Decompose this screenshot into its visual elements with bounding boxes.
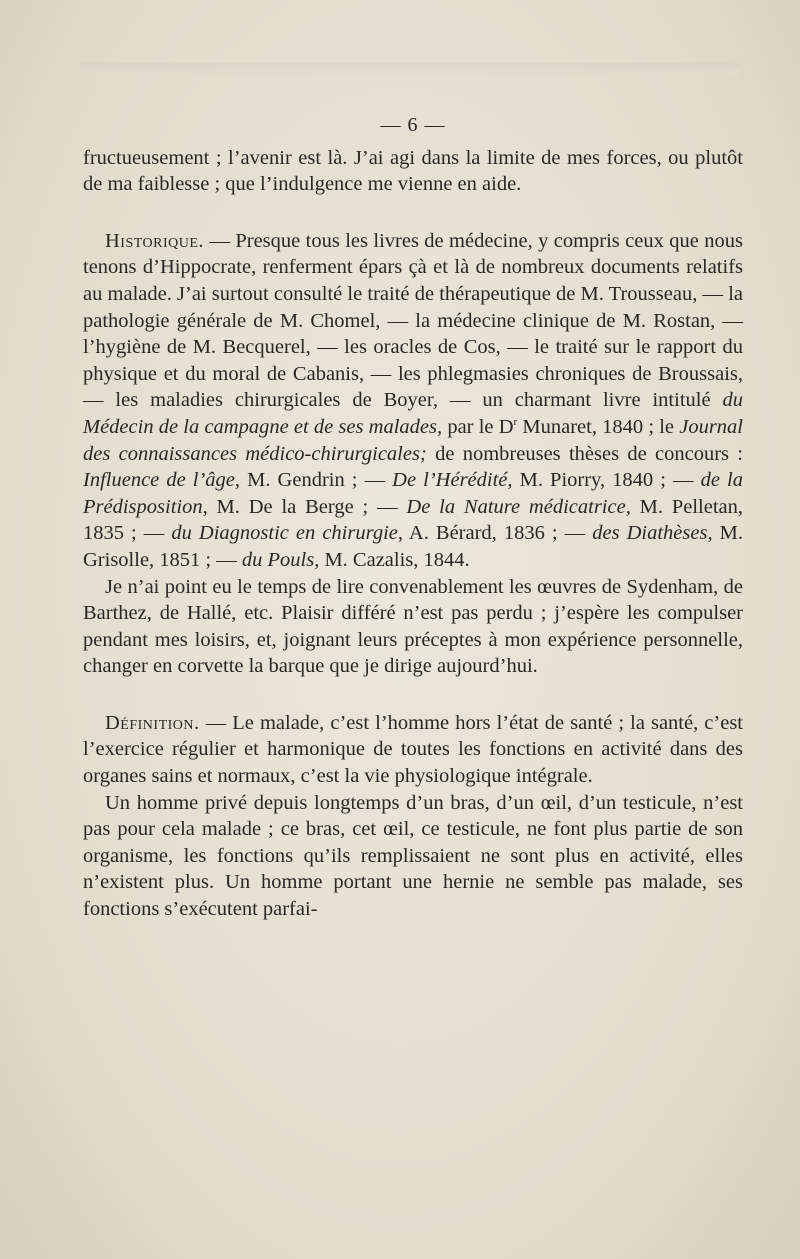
section-heading-definition: Définition. [105,711,200,734]
thesis-title: des Diathèses, [592,522,713,545]
paragraph-historique: Historique. — Presque tous les livres de médecine, y compris ceux que nous tenons d’Hippocrate, renferment épars çà et là de nombreux documents relatifs au malade. J’ai surtout consulté le traité de thérapeutique de M. Trousseau, — la pathologie générale de M. Chomel, — la médecine clinique de M. Rostan, — l’hygiène de M. Becquerel, — les oracles de Cos, — le traité sur le rapport du physique et du moral de Cabanis, — les phlegmasies chroniques de Broussais, — les maladies chirurgicales de Boyer, — un charmant livre intitulé du Médecin de la campagne et de ses malades, par le $D^r$ Munaret, 1840 ; le Journal des connaissances médico-chirurgicales; de nombreuses thèses de concours : Influence de l’âge, M. Gendrin ; — De l’Hérédité, M. Piorry, 1840 ; — de la Prédisposition, M. De la Berge ; — De la Nature médicatrice, M. Pelletan, 1835 ; — du Diagnostic en chirurgie, A. Bérard, 1836 ; — des Diathèses, M. Grisolle, 1851 ; — du Pouls, M. Cazalis, 1844. [83,229,744,571]
paragraph-homme-prive: Un homme privé depuis longtemps d’un bras, d’un œil, d’un testicule, n’est pas pour cela malade ; ce bras, cet œil, ce testicule, ne font plus partie de son organisme, les fonctions qu’ils remplissaient ne sont plus en activité, elles n’existent plus. Un homme portant une hernie ne semble pas malade, ses fonctions s’exécutent parfai- [83,791,743,921]
page-text [83,112,743,923]
paper-shadow-strip [80,62,740,76]
page-number: — 6 — [380,114,446,136]
thesis-title: de la Prédisposition [83,469,744,518]
paragraph-continuation: fructueusement ; l’avenir est là. J’ai agi dans la limite de mes forces, ou plutôt de ma faiblesse ; que l’indulgence me vienne en aide. [83,146,743,196]
thesis-title: du Diagnostic en chirurgie, [171,522,403,545]
paragraph-sydenham: Je n’ai point eu le temps de lire convenablement les œuvres de Sydenham, de Barthez, de Hallé, etc. Plaisir différé n’est pas perdu ; j’espère les compulser pendant mes loisirs, et, joignant leurs préceptes à mon expérience personnelle, changer en corvette la barque que je dirige aujourd’hui. [83,575,743,678]
spacer [83,680,743,710]
book-title: du Médecin de la campagne et de ses malades, [83,389,743,438]
thesis-title: du Pouls, [241,548,320,571]
thesis-title: De l’Hérédité, [392,469,513,492]
paragraph-definition: Définition. — Le malade, c’est l’homme hors l’état de santé ; la santé, c’est l’exercice régulier et harmonique de toutes les fonctions en activité dans des organes sains et normaux, c’est la vie physiologique intégrale. [83,711,743,788]
spacer [83,198,743,228]
thesis-title: Influence de l’âge, [83,469,241,492]
thesis-title: De la Nature médicatrice, [406,495,631,518]
journal-title: Journal des connaissances médico-chirurgicales; [83,415,743,465]
section-heading-historique: Historique. [105,229,205,252]
